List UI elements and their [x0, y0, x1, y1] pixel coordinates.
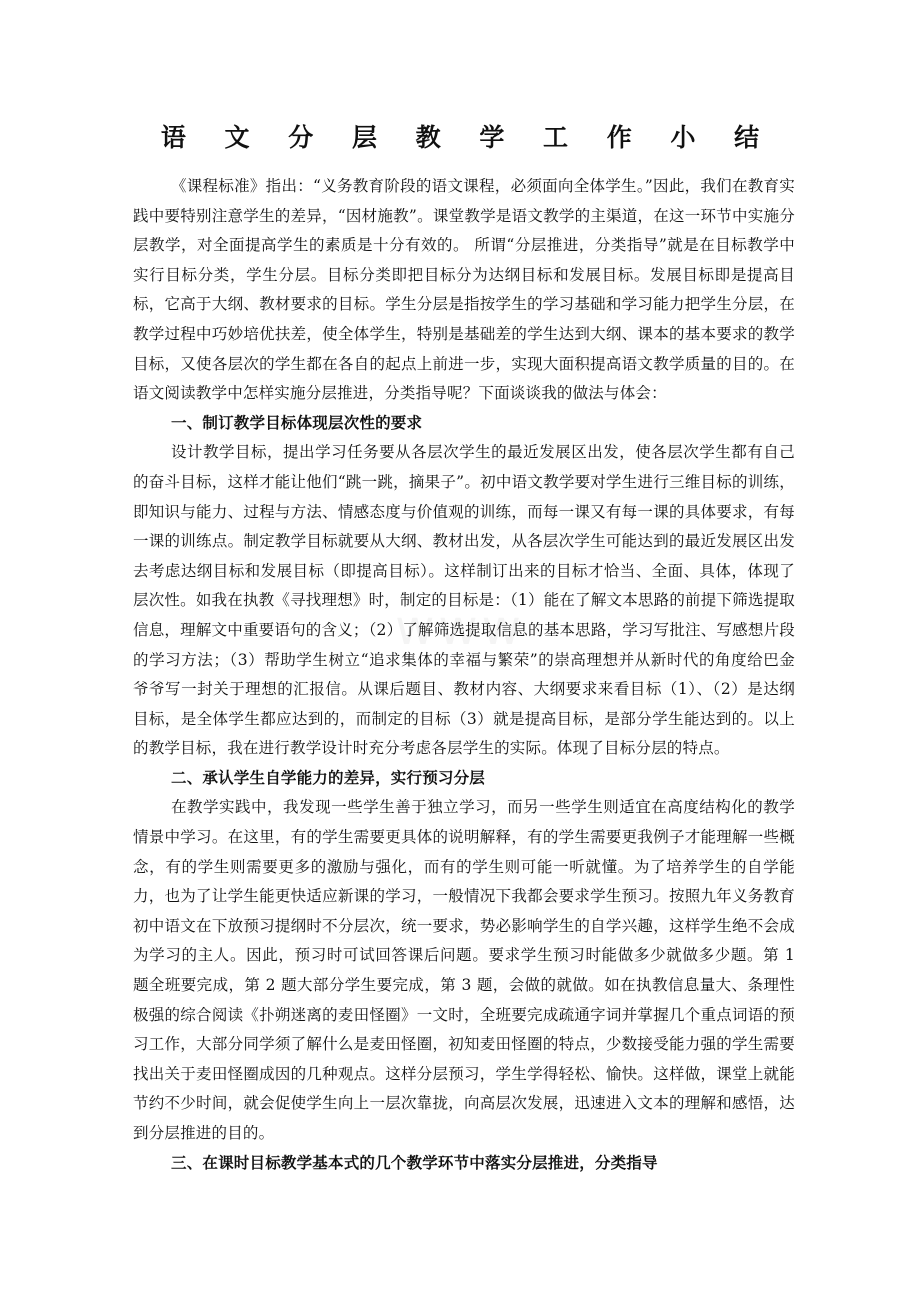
section-heading-1: 一、制订教学目标体现层次性的要求: [171, 413, 423, 432]
section-1-paragraph: 设计教学目标，提出学习任务要从各层次学生的最近发展区出发，使各层次学生都有自己的奋斗目标，这样才能让他们“跳一跳，摘果子”。初中语文教学要对学生进行三维目标的训练，即知识与能力、过程与方法、情感态度与价值观的训练，而每一课又有每一课的具体要求，有每一课的训练点。制定教学目标就要从大纲、教材出发，从各层次学生可能达到的最近发展区出发去考虑达纲目标和发展目标（即提高目标）。这样制订出来的目标才恰当、全面、具体，体现了层次性。如我在执教《寻找理想》时，制定的目标是：（1）能在了解文本思路的前提下筛选提取信息，理解文中重要语句的含义；（2）了解筛选提取信息的基本思路，学习写批注、写感想片段的学习方法；（3）帮助学生树立“追求集体的幸福与繁荣”的崇高理想并从新时代的角度给巴金爷爷写一封关于理想的汇报信。从课后题目、教材内容、大纲要求来看目标（1）、（2）是达纲目标，是全体学生都应达到的，而制定的目标（3）就是提高目标，是部分学生能达到的。以上的教学目标，我在进行教学设计时充分考虑各层学生的实际。体现了目标分层的特点。: [133, 443, 795, 758]
section-heading-2: 二、承认学生自学能力的差异，实行预习分层: [171, 768, 486, 787]
section-heading-3: 三、在课时目标教学基本式的几个教学环节中落实分层推进，分类指导: [171, 1153, 658, 1172]
intro-paragraph: 《课程标准》指出：“义务教育阶段的语文课程，必须面向全体学生。”因此，我们在教育实践中要特别注意学生的差异，“因材施教”。课堂教学是语文教学的主渠道，在这一环节中实施分层教学，对全面提高学生的素质是十分有效的。 所谓“分层推进，分类指导”就是在目标教学中实行目标分类，学生分层。目标分类即把目标分为达纲目标和发展目标。发展目标即是提高目标，它高于大纲、教材要求的目标。学生分层是指按学生的学习基础和学习能力把学生分层，在教学过程中巧妙培优扶差，使全体学生，特别是基础差的学生达到大纲、课本的基本要求的教学目标，又使各层次的学生都在各自的起点上前进一步，实现大面积提高语文教学质量的目的。在语文阅读教学中怎样实施分层推进，分类指导呢？下面谈谈我的做法与体会：: [133, 177, 795, 403]
section-2-paragraph: 在教学实践中，我发现一些学生善于独立学习，而另一些学生则适宜在高度结构化的教学情景中学习。在这里，有的学生需要更具体的说明解释，有的学生需要更我例子才能理解一些概念，有的学生则需要更多的激励与强化，而有的学生则可能一听就懂。为了培养学生的自学能力，也为了让学生能更快适应新课的学习，一般情况下我都会要求学生预习。按照九年义务教育初中语文在下放预习提纲时不分层次，统一要求，势必影响学生的自学兴趣，这样学生绝不会成为学习的主人。因此，预习时可试回答课后问题。要求学生预习时能做多少就做多少题。第 1 题全班要完成，第 2 题大部分学生要完成，第 3 题，会做的就做。如在执教信息量大、条理性极强的综合阅读《扑朔迷离的麦田怪圈》一文时，全班要完成疏通字词并掌握几个重点词语的预习工作，大部分同学须了解什么是麦田怪圈，初知麦田怪圈的特点，少数接受能力强的学生需要找出关于麦田怪圈成因的几种观点。这样分层预习，学生学得轻松、愉快。这样做，课堂上就能节约不少时间，就会促使学生向上一层次靠拢，向高层次发展，迅速进入文本的理解和感悟，达到分层推进的目的。: [133, 798, 795, 1142]
document-title: 语 文 分 层 教 学 工 作 小 结: [160, 123, 775, 152]
document-body: [133, 172, 795, 1178]
